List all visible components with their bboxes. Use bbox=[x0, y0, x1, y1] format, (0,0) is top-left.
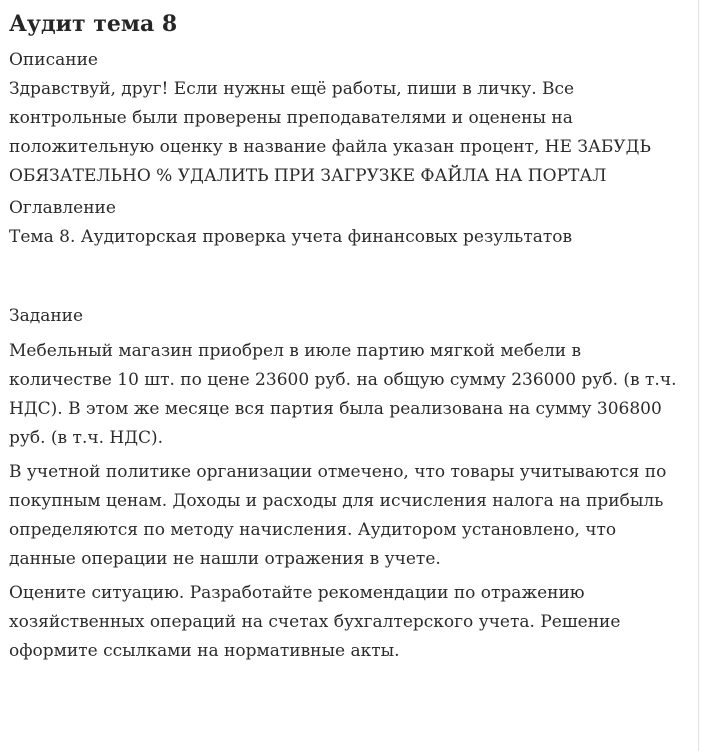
description-label: Описание bbox=[9, 50, 98, 70]
task-label: Задание bbox=[9, 306, 84, 326]
description-text: Здравствуй, друг! Если нужны ещё работы, пиши в личку. Все контрольные были проверены преподавателями и оценены на положительную оценку в название файла указан процент, НЕ ЗАБУДЬ ОБЯЗАТЕЛЬНО % УДАЛИТЬ ПРИ ЗАГРУЗКЕ ФАЙЛА НА ПОРТАЛ bbox=[9, 79, 651, 186]
page-title: Аудит тема 8 bbox=[9, 11, 178, 37]
task-paragraph: В учетной политике организации отмечено, что товары учитываются по покупным ценам. Доходы и расходы для исчисления налога на прибыль определяются по методу начисления. Аудитором установлено, что данные операции не нашли отражения в учете. bbox=[9, 462, 667, 569]
toc-label: Оглавление bbox=[9, 198, 116, 218]
toc-text: Тема 8. Аудиторская проверка учета финансовых результатов bbox=[9, 227, 573, 247]
task-paragraph: Мебельный магазин приобрел в июле партию мягкой мебели в количестве 10 шт. по цене 23600 руб. на общую сумму 236000 руб. (в т.ч. НДС). В этом же месяце вся партия была реализована на сумму 306800 руб. (в т.ч. НДС). bbox=[9, 341, 677, 448]
task-paragraph: Оцените ситуацию. Разработайте рекомендации по отражению хозяйственных операций на счетах бухгалтерского учета. Решение оформите ссылками на нормативные акты. bbox=[9, 583, 621, 661]
